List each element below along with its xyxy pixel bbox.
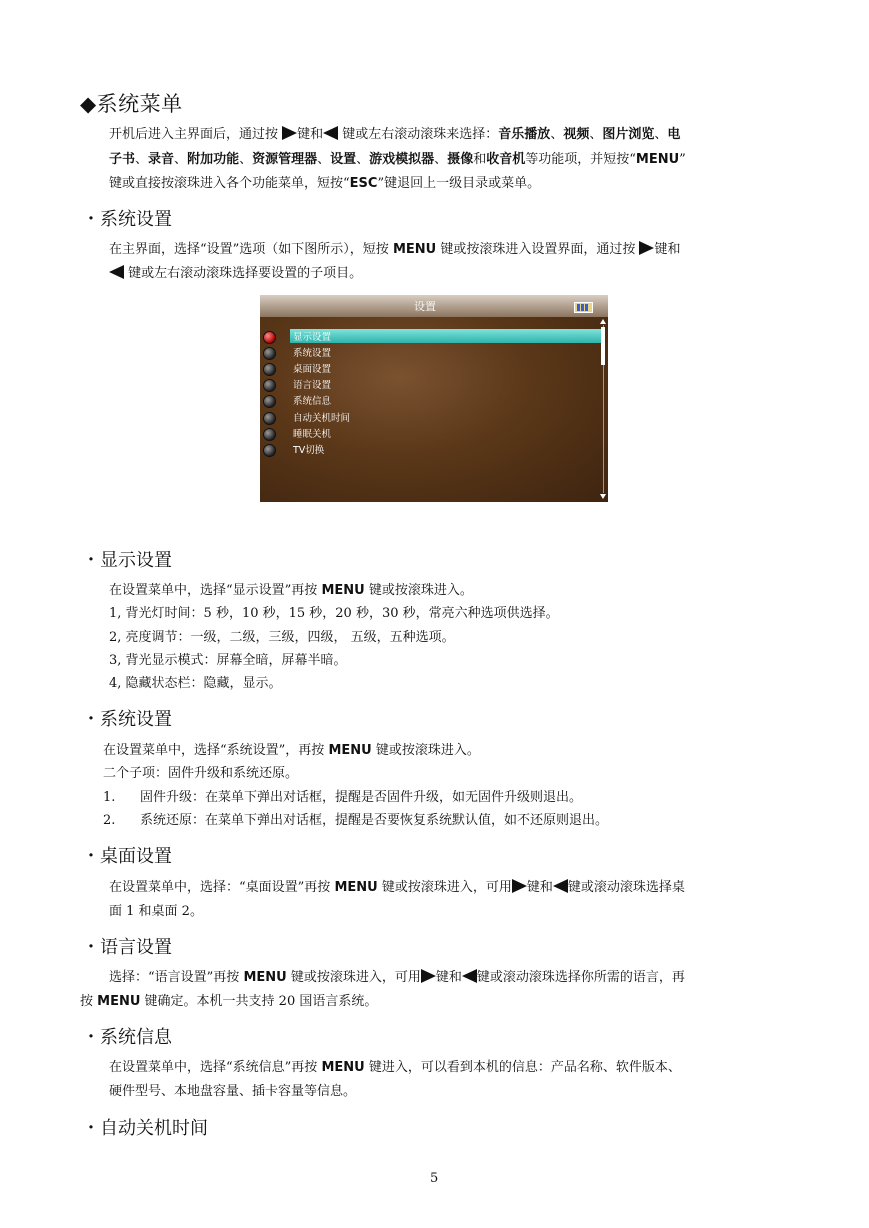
menu-bullet-icon — [263, 412, 276, 425]
section-title-language-settings: ・语言设置 — [82, 937, 172, 958]
scrollbar-thumb — [601, 327, 605, 365]
section-title-system-settings-2: ・系统设置 — [82, 709, 172, 730]
menu-bullet-icon — [263, 379, 276, 392]
system2-num-1: 1. — [103, 790, 116, 805]
text: 键或直接按滚珠进入各个功能菜单，短按“ — [109, 176, 350, 191]
text: 和 — [473, 152, 487, 167]
feature-name: 设置 — [330, 152, 357, 167]
battery-icon — [574, 302, 593, 313]
key-name: MENU — [243, 970, 287, 985]
text: 键或滚动滚珠选择桌 — [567, 880, 685, 895]
text: 在设置菜单中，选择“显示设置”再按 — [109, 583, 322, 598]
menu-bullet-icon — [263, 395, 276, 408]
display-line-2: 2, 亮度调节：一级，二级，三级，四级， 五级，五种选项。 — [109, 630, 455, 645]
text: 等功能项，并短按“ — [525, 152, 636, 167]
text: 、 — [654, 127, 668, 142]
lang-line-2 — [80, 991, 377, 1012]
text: 选择：“语言设置”再按 — [109, 970, 244, 985]
menu-item: 系统设置 — [293, 348, 332, 359]
desktop-line-2: 面 1 和桌面 2。 — [109, 904, 203, 919]
info-line-1 — [109, 1057, 681, 1078]
menu-item: 显示设置 — [293, 332, 332, 343]
menu-bullet-icon — [263, 363, 276, 376]
text: 在设置菜单中，选择“系统信息”再按 — [109, 1060, 322, 1075]
lang-line-1 — [109, 967, 685, 988]
intro-line-3 — [109, 173, 540, 194]
key-name: MENU — [321, 1060, 365, 1075]
feature-name: 录音 — [148, 152, 175, 167]
system-line-1 — [109, 239, 680, 260]
key-name: MENU — [392, 242, 437, 257]
display-line-0 — [109, 580, 473, 601]
system2-line-1: 二个子项：固件升级和系统还原。 — [103, 766, 299, 781]
menu-item: 睡眠关机 — [293, 429, 332, 440]
scroll-down-icon — [600, 494, 606, 499]
feature-name: 音乐播放 — [498, 127, 551, 142]
feature-name: 附加功能 — [187, 152, 240, 167]
menu-item: TV切换 — [293, 445, 325, 456]
display-line-1: 1, 背光灯时间：5 秒，10 秒，15 秒，20 秒，30 秒，常亮六种选项供选择。 — [109, 606, 559, 621]
key-name: ESC — [349, 176, 378, 191]
text: 、 — [589, 127, 603, 142]
key-name: MENU — [635, 152, 680, 167]
menu-item: 桌面设置 — [293, 364, 332, 375]
page-number: 5 — [430, 1171, 439, 1186]
right-arrow-icon — [282, 126, 297, 140]
right-arrow-icon — [421, 969, 436, 983]
left-arrow-icon — [109, 265, 124, 279]
text: ” — [679, 152, 686, 167]
text: 键或按滚珠进入。 — [371, 743, 480, 758]
feature-name: 收音机 — [486, 152, 526, 167]
info-line-2: 硬件型号、本地盘容量、插卡容量等信息。 — [109, 1084, 357, 1099]
intro-line-2 — [109, 149, 686, 170]
text: 、 — [550, 127, 564, 142]
display-line-3: 3, 背光显示模式：屏幕全暗，屏幕半暗。 — [109, 653, 347, 668]
menu-item: 自动关机时间 — [293, 413, 351, 424]
text: 键或按滚珠进入。 — [364, 583, 473, 598]
text: 在设置菜单中，选择“系统设置”，再按 — [103, 743, 329, 758]
menu-item: 系统信息 — [293, 396, 332, 407]
key-name: MENU — [97, 994, 141, 1009]
section-title-desktop-settings: ・桌面设置 — [82, 846, 172, 867]
intro-line-1 — [109, 124, 680, 145]
menu-bullet-icon — [263, 331, 276, 344]
main-heading-text: 系统菜单 — [96, 92, 183, 116]
section-title-system-settings: ・系统设置 — [82, 209, 172, 230]
text: 在设置菜单中，选择：“桌面设置”再按 — [109, 880, 335, 895]
diamond-icon: ◆ — [80, 92, 97, 116]
scroll-up-icon — [600, 319, 606, 324]
menu-bullet-icon — [263, 428, 276, 441]
settings-screenshot — [260, 295, 608, 502]
section-title-display-settings: ・显示设置 — [82, 550, 172, 571]
right-arrow-icon — [512, 879, 527, 893]
text: 键确定。本机一共支持 20 国语言系统。 — [140, 994, 378, 1009]
left-arrow-icon — [462, 969, 477, 983]
desktop-line-1 — [109, 877, 685, 898]
text: 、 — [174, 152, 188, 167]
text: 、 — [317, 152, 331, 167]
feature-name: 图片浏览 — [602, 127, 655, 142]
text: 、 — [239, 152, 253, 167]
system2-num-2: 2. — [103, 813, 116, 828]
text: 键或按滚珠进入，可用 — [377, 880, 512, 895]
system-line-2 — [109, 263, 362, 284]
section-title-system-info: ・系统信息 — [82, 1027, 172, 1048]
right-arrow-icon — [639, 241, 654, 255]
text: ”键退回上一级目录或菜单。 — [377, 176, 541, 191]
left-arrow-icon — [323, 126, 338, 140]
text: 键或左右滚动滚珠选择要设置的子项目。 — [124, 266, 363, 281]
text: 、 — [356, 152, 370, 167]
feature-name: 摄像 — [447, 152, 474, 167]
menu-item: 语言设置 — [293, 380, 332, 391]
feature-name: 电 — [667, 127, 681, 142]
text: 键或按滚珠进入设置界面，通过按 — [436, 242, 640, 257]
text: 键和 — [435, 970, 462, 985]
feature-name: 视频 — [563, 127, 590, 142]
text: 键和 — [654, 242, 681, 257]
section-title-auto-shutdown: ・自动关机时间 — [82, 1118, 208, 1139]
text: 键或按滚珠进入，可用 — [286, 970, 421, 985]
display-line-4: 4, 隐藏状态栏：隐藏，显示。 — [109, 676, 282, 691]
text: 、 — [135, 152, 149, 167]
text: 开机后进入主界面后，通过按 — [109, 127, 283, 142]
text: 键和 — [526, 880, 553, 895]
left-arrow-icon — [553, 879, 568, 893]
key-name: MENU — [334, 880, 378, 895]
key-name: MENU — [321, 583, 365, 598]
system2-line-0 — [103, 740, 480, 761]
menu-bullet-icon — [263, 347, 276, 360]
feature-name: 子书 — [109, 152, 136, 167]
text: 键或滚动滚珠选择你所需的语言，再 — [476, 970, 685, 985]
screenshot-title: 设置 — [414, 300, 436, 313]
feature-name: 游戏模拟器 — [369, 152, 435, 167]
feature-name: 资源管理器 — [252, 152, 318, 167]
system2-line-3: 系统还原：在菜单下弹出对话框，提醒是否要恢复系统默认值，如不还原则退出。 — [140, 813, 609, 828]
main-heading — [80, 88, 183, 118]
text: 键和 — [297, 127, 324, 142]
selected-item-highlight — [290, 329, 602, 343]
system2-line-2: 固件升级：在菜单下弹出对话框，提醒是否固件升级，如无固件升级则退出。 — [140, 790, 583, 805]
text: 键或左右滚动滚珠来选择： — [338, 127, 499, 142]
text: 、 — [434, 152, 448, 167]
text: 按 — [80, 994, 98, 1009]
menu-bullet-icon — [263, 444, 276, 457]
key-name: MENU — [328, 743, 372, 758]
text: 键进入，可以看到本机的信息：产品名称、软件版本、 — [364, 1060, 681, 1075]
text: 在主界面，选择“设置”选项（如下图所示），短按 — [109, 242, 393, 257]
